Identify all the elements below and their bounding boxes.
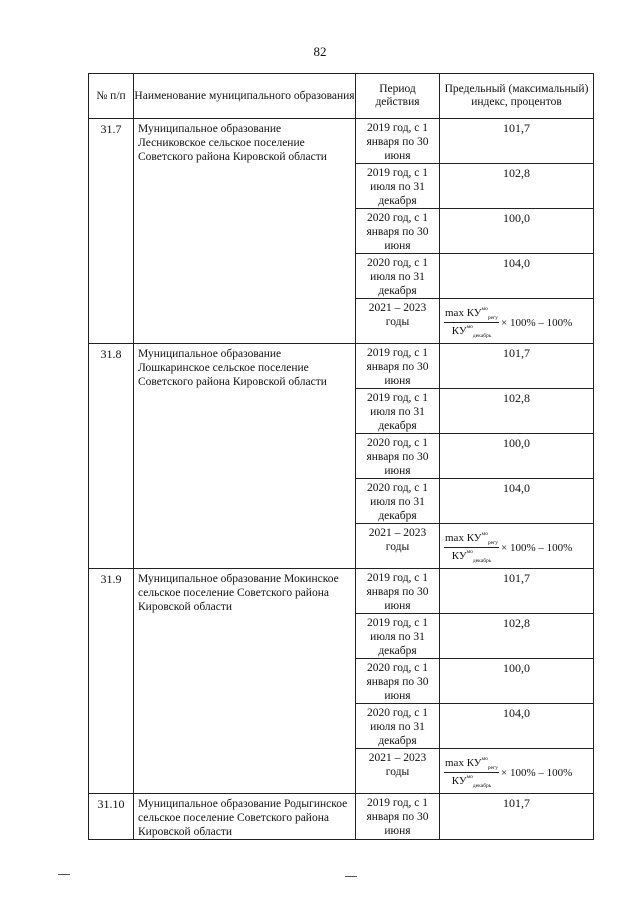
formula-top-sup: мо bbox=[481, 531, 488, 537]
row-number: 31.10 bbox=[89, 794, 134, 840]
table-row bbox=[89, 794, 594, 840]
formula-fraction bbox=[444, 756, 499, 789]
formula-bottom-sub: декабрь bbox=[472, 333, 492, 339]
formula-top-sub: регу bbox=[487, 540, 499, 546]
period-cell: 2019 год, с 1 января по 30 июня bbox=[356, 119, 440, 164]
header-index: Предельный (максимальный) индекс, процентов bbox=[440, 74, 594, 119]
period-cell: 2019 год, с 1 января по 30 июня bbox=[356, 794, 440, 840]
period-cell: 2020 год, с 1 июля по 31 декабря bbox=[356, 479, 440, 524]
period-cell: 2020 год, с 1 июля по 31 декабря bbox=[356, 704, 440, 749]
row-number: 31.8 bbox=[89, 344, 134, 569]
formula-top-text: max КУ bbox=[445, 532, 482, 544]
period-cell: 2021 – 2023 годы bbox=[356, 524, 440, 569]
period-cell: 2019 год, с 1 июля по 31 декабря bbox=[356, 389, 440, 434]
formula-tail: × 100% – 100% bbox=[501, 541, 573, 554]
municipality-name: Муниципальное образование Родыгинское сельское поселение Советского района Кировской области bbox=[134, 794, 356, 840]
formula-numerator bbox=[444, 756, 499, 773]
municipality-name: Муниципальное образование Лошкаринское сельское поселение Советского района Кировской области bbox=[134, 344, 356, 569]
formula-bottom-text: КУ bbox=[451, 550, 467, 562]
municipality-name: Муниципальное образование Лесниковское сельское поселение Советского района Кировской области bbox=[134, 119, 356, 344]
index-value: 101,7 bbox=[440, 119, 594, 164]
period-cell: 2021 – 2023 годы bbox=[356, 299, 440, 344]
index-formula-cell bbox=[440, 299, 594, 344]
period-cell: 2020 год, с 1 января по 30 июня bbox=[356, 434, 440, 479]
formula-bottom-text: КУ bbox=[451, 325, 467, 337]
formula-top-sub: регу bbox=[487, 765, 499, 771]
index-value: 101,7 bbox=[440, 569, 594, 614]
header-row bbox=[89, 74, 594, 119]
index-value: 101,7 bbox=[440, 344, 594, 389]
index-value: 100,0 bbox=[440, 434, 594, 479]
formula-bottom-sup: мо bbox=[466, 324, 473, 330]
formula-top-sup: мо bbox=[481, 306, 488, 312]
scan-mark bbox=[345, 876, 357, 877]
period-cell: 2019 год, с 1 июля по 31 декабря bbox=[356, 164, 440, 209]
formula-tail: × 100% – 100% bbox=[501, 766, 573, 779]
index-value: 102,8 bbox=[440, 164, 594, 209]
header-num: № п/п bbox=[89, 74, 134, 119]
index-formula bbox=[444, 756, 572, 789]
header-period: Период действия bbox=[356, 74, 440, 119]
formula-top-sub: регу bbox=[487, 315, 499, 321]
table-row bbox=[89, 119, 594, 164]
index-value: 104,0 bbox=[440, 254, 594, 299]
index-value: 104,0 bbox=[440, 479, 594, 524]
row-number: 31.9 bbox=[89, 569, 134, 794]
period-cell: 2019 год, с 1 января по 30 июня bbox=[356, 344, 440, 389]
formula-numerator bbox=[444, 306, 499, 323]
formula-denominator bbox=[452, 323, 491, 339]
period-cell: 2020 год, с 1 января по 30 июня bbox=[356, 659, 440, 704]
formula-denominator bbox=[452, 773, 491, 789]
page-number: 82 bbox=[313, 44, 327, 59]
period-cell: 2019 год, с 1 июля по 31 декабря bbox=[356, 614, 440, 659]
index-formula bbox=[444, 306, 572, 339]
formula-top-text: max КУ bbox=[445, 757, 482, 769]
formula-numerator bbox=[444, 531, 499, 548]
index-formula-cell bbox=[440, 524, 594, 569]
formula-fraction bbox=[444, 531, 499, 564]
index-formula-cell bbox=[440, 749, 594, 794]
table-row bbox=[89, 569, 594, 614]
formula-bottom-text: КУ bbox=[451, 775, 467, 787]
index-value: 100,0 bbox=[440, 209, 594, 254]
period-cell: 2019 год, с 1 января по 30 июня bbox=[356, 569, 440, 614]
formula-denominator bbox=[452, 548, 491, 564]
formula-top-text: max КУ bbox=[445, 307, 482, 319]
formula-bottom-sup: мо bbox=[466, 549, 473, 555]
index-value: 102,8 bbox=[440, 389, 594, 434]
formula-bottom-sub: декабрь bbox=[472, 558, 492, 564]
scan-mark bbox=[58, 874, 70, 875]
index-value: 104,0 bbox=[440, 704, 594, 749]
table-row bbox=[89, 344, 594, 389]
period-cell: 2020 год, с 1 июля по 31 декабря bbox=[356, 254, 440, 299]
row-number: 31.7 bbox=[89, 119, 134, 344]
formula-tail: × 100% – 100% bbox=[501, 316, 573, 329]
header-name: Наименование муниципального образования bbox=[134, 74, 356, 119]
formula-bottom-sub: декабрь bbox=[472, 783, 492, 789]
formula-bottom-sup: мо bbox=[466, 774, 473, 780]
index-formula bbox=[444, 531, 572, 564]
formula-top-sup: мо bbox=[481, 756, 488, 762]
index-value: 101,7 bbox=[440, 794, 594, 840]
index-table bbox=[88, 73, 594, 840]
index-value: 102,8 bbox=[440, 614, 594, 659]
formula-fraction bbox=[444, 306, 499, 339]
period-cell: 2020 год, с 1 января по 30 июня bbox=[356, 209, 440, 254]
period-cell: 2021 – 2023 годы bbox=[356, 749, 440, 794]
index-value: 100,0 bbox=[440, 659, 594, 704]
municipality-name: Муниципальное образование Мокинское сельское поселение Советского района Кировской области bbox=[134, 569, 356, 794]
